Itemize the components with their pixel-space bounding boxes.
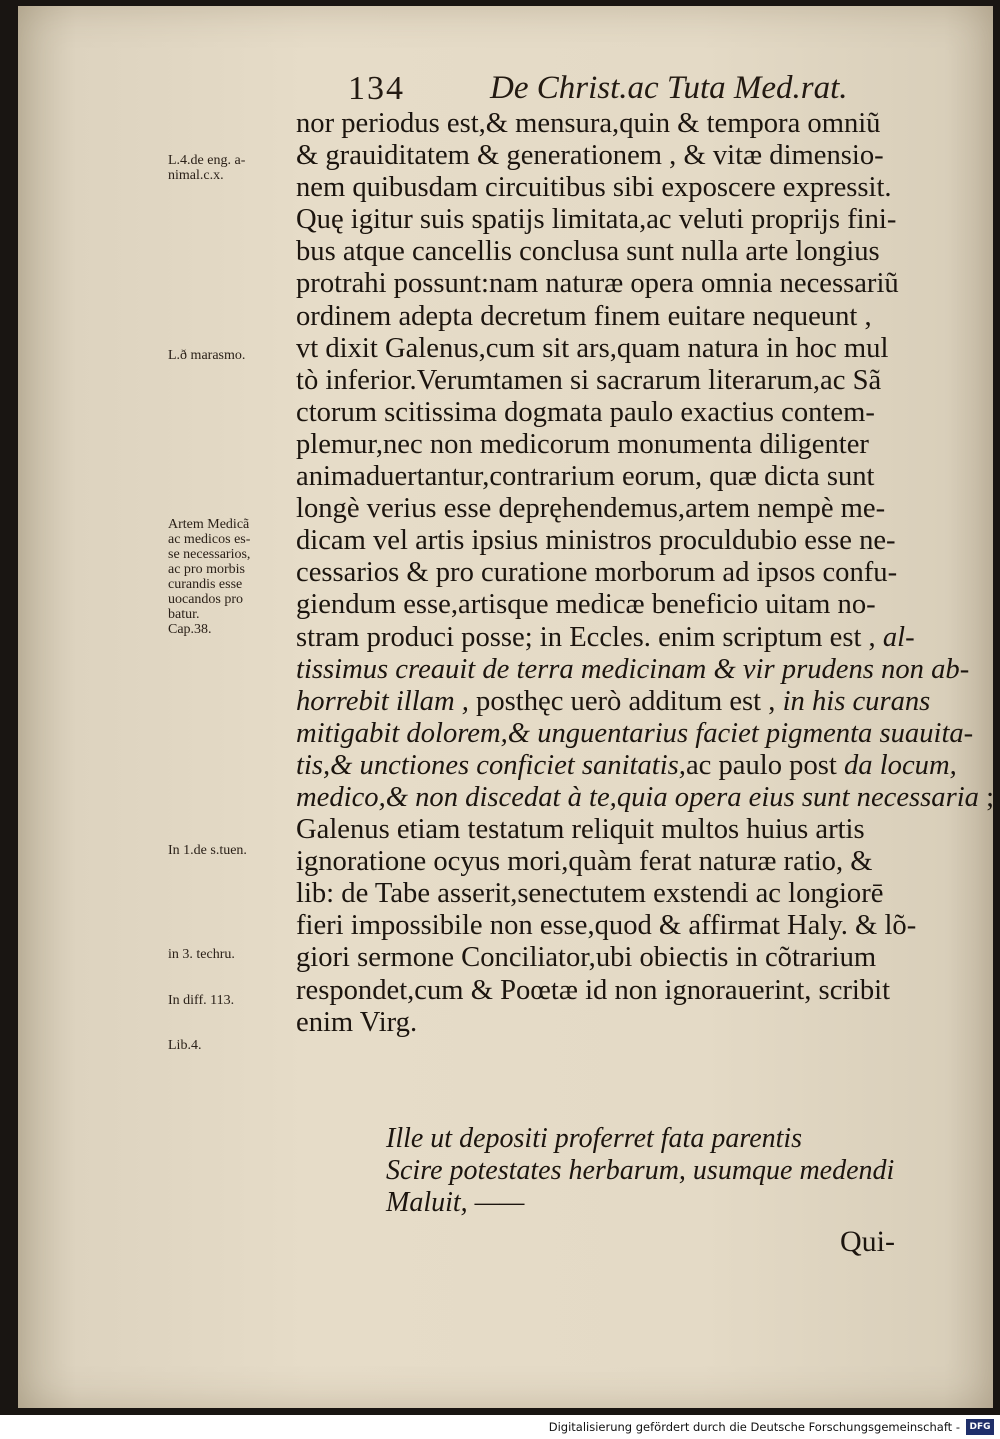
margin-note: In 1.de s.tuen. — [168, 843, 247, 858]
verse-line: Scire potestates herbarum, usumque medendi — [386, 1155, 895, 1186]
text-line: animaduertantur,contrarium eorum, quæ dicta sunt — [296, 461, 875, 493]
text-line: Quę igitur suis spatijs limitata,ac veluti proprijs fini- — [296, 204, 897, 236]
text-line: protrahi possunt:nam naturæ opera omnia necessariũ — [296, 268, 899, 300]
margin-note: Artem Medicã ac medicos es- se necessarios, ac pro morbis curandis esse uocandos pro batur. Cap.38. — [168, 517, 251, 637]
text-roman: ac paulo post — [685, 749, 837, 781]
text-roman: stram produci posse; in Eccles. enim scriptum est , — [296, 621, 876, 653]
text-line-italic: mitigabit dolorem,& unguentarius faciet pigmenta suauita- — [296, 717, 974, 749]
text-line: ctorum scitissima dogmata paulo exactius contem- — [296, 396, 875, 428]
margin-note: in 3. techru. — [168, 947, 235, 962]
text-line: respondet,cum & Poœtæ id non ignorauerint, scribit — [296, 974, 891, 1006]
margin-note: L.ð marasmo. — [168, 348, 246, 363]
text-line — [296, 622, 964, 654]
text-italic: horrebit illam , — [296, 685, 469, 717]
text-roman: ; — [978, 781, 995, 813]
running-title: De Christ.ac Tuta Med.rat. — [490, 70, 848, 106]
text-line: giendum esse,artisque medicæ beneficio uitam no- — [296, 589, 876, 621]
text-line: plemur,nec non medicorum monumenta diligenter — [296, 428, 869, 460]
margin-note: L.4.de eng. a- nimal.c.x. — [168, 153, 246, 183]
text-line: lib: de Tabe asserit,senectutem exstendi ac longiorē — [296, 878, 884, 910]
text-line: vt dixit Galenus,cum sit ars,quam natura in hoc mul — [296, 332, 889, 364]
text-line: giori sermone Conciliator,ubi obiectis in cõtrarium — [296, 942, 877, 974]
text-line: ordinem adepta decretum finem euitare nequeunt , — [296, 300, 872, 332]
text-line-italic: tissimus creauit de terra medicinam & vir prudens non ab- — [296, 653, 970, 685]
text-line — [296, 750, 964, 782]
dfg-logo-icon: DFG — [966, 1419, 994, 1435]
catchword: Qui- — [840, 1225, 895, 1258]
text-line — [296, 686, 964, 718]
text-line: enim Virg. — [296, 1006, 418, 1038]
text-line: fieri impossibile non esse,quod & affirmat Haly. & lõ- — [296, 910, 917, 942]
verse-line: Ille ut depositi proferret fata parentis — [386, 1123, 803, 1154]
text-roman: posthęc uerò additum est , — [468, 685, 776, 717]
text-line: nor periodus est,& mensura,quin & tempora omniũ — [296, 108, 881, 139]
margin-note: In diff. 113. — [168, 993, 235, 1008]
text-line: & grauiditatem & generationem , & vitæ dimensio- — [296, 140, 884, 172]
margin-note: Lib.4. — [168, 1038, 202, 1053]
footer-credit-bar — [0, 1415, 1000, 1439]
verse-line: Maluit, —— — [386, 1187, 525, 1218]
verse-quotation — [386, 1123, 894, 1219]
text-line: tò inferior.Verumtamen si sacrarum literarum,ac Sã — [296, 364, 882, 396]
text-line: ignoratione ocyus mori,quàm ferat naturæ ratio, & — [296, 846, 873, 878]
text-line: longè verius esse depręhendemus,artem nempè me- — [296, 493, 886, 525]
text-italic: al- — [882, 621, 915, 653]
text-italic: in his curans — [775, 685, 931, 717]
text-line — [296, 781, 995, 814]
text-italic: tis,& unctiones conficiet sanitatis, — [296, 749, 686, 781]
text-line: dicam vel artis ipsius ministros proculdubio esse ne- — [296, 525, 896, 557]
text-italic: da locum, — [836, 749, 957, 781]
credit-text: Digitalisierung gefördert durch die Deutsche Forschungsgemeinschaft - — [548, 1420, 960, 1434]
text-line: cessarios & pro curatione morborum ad ipsos confu- — [296, 557, 898, 589]
text-line: nem quibusdam circuitibus sibi exposcere expressit. — [296, 172, 892, 204]
body-text — [296, 108, 995, 1039]
text-italic: medico,& non discedat à te,quia opera eius sunt necessaria — [296, 781, 979, 813]
text-line: bus atque cancellis conclusa sunt nulla arte longius — [296, 236, 880, 268]
text-line: Galenus etiam testatum reliquit multos huius artis — [296, 814, 865, 846]
page-number: 134 — [348, 70, 405, 107]
